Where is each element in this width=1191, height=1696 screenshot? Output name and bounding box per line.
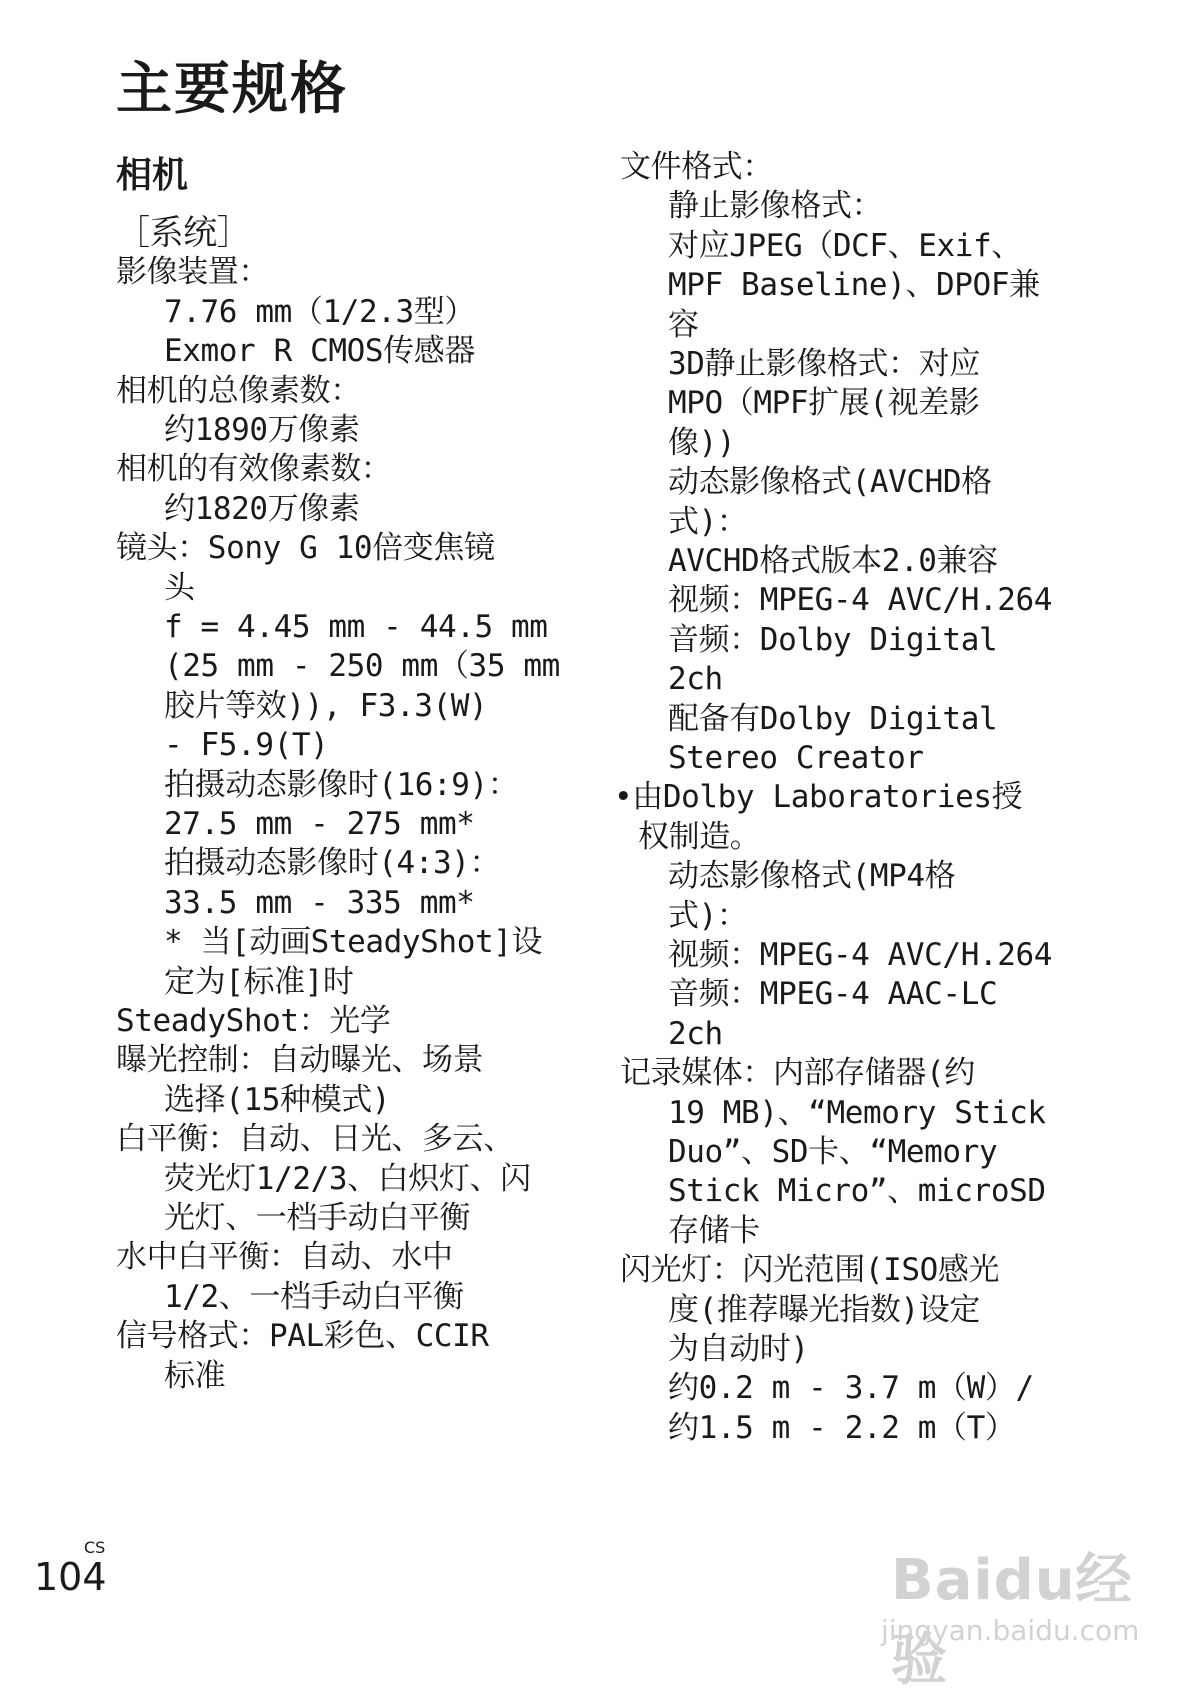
spec-line: 拍摄动态影像时(4:3)： (164, 845, 501, 882)
page-language-code: CS (84, 1538, 106, 1557)
spec-line: 对应JPEG（DCF、Exif、 (668, 227, 1022, 264)
spec-line: f = 4.45 mm - 44.5 mm (164, 609, 548, 645)
spec-line: 约1.5 m - 2.2 m（T） (668, 1409, 1016, 1446)
spec-line: 选择(15种模式) (164, 1081, 391, 1118)
watermark (881, 1536, 1181, 1693)
spec-line: 约0.2 m - 3.7 m（W）/ (668, 1370, 1034, 1407)
spec-line: 式)： (668, 503, 748, 540)
spec-line: 定为[标准]时 (164, 963, 354, 1000)
spec-line: 配备有Dolby Digital (668, 700, 998, 737)
spec-line: 相机的有效像素数： (116, 451, 392, 488)
watermark-url: jingyan.baidu.com (881, 1614, 1140, 1647)
spec-line: 水中白平衡：自动、水中 (116, 1239, 453, 1276)
spec-line: SteadyShot：光学 (116, 1003, 391, 1039)
spec-line: - F5.9(T) (164, 727, 329, 764)
spec-line: 27.5 mm - 275 mm* (164, 806, 475, 842)
spec-line: 7.76 mm（1/2.3型） (164, 293, 475, 330)
spec-line: 胶片等效)), F3.3(W) (164, 687, 488, 724)
spec-line: 头 (164, 569, 195, 606)
spec-line: Stick Micro”、microSD (668, 1173, 1046, 1210)
spec-line: (25 mm - 250 mm（35 mm (164, 648, 560, 685)
spec-line: 白平衡：自动、日光、多云、 (116, 1121, 514, 1158)
spec-line: ［系统］ (116, 213, 251, 253)
spec-line: 文件格式： (620, 149, 773, 185)
spec-line: 2ch (668, 661, 723, 698)
spec-line: 荧光灯1/2/3、白炽灯、闪 (164, 1160, 531, 1197)
spec-line: 19 MB)、“Memory Stick (668, 1094, 1046, 1131)
spec-line: •由Dolby Laboratories授 (614, 779, 1023, 816)
spec-line: 2ch (668, 1015, 723, 1052)
spec-line: 约1890万像素 (164, 412, 360, 448)
spec-line: 视频：MPEG-4 AVC/H.264 (668, 937, 1053, 973)
spec-line: 光灯、一档手动白平衡 (164, 1200, 470, 1236)
page-number: 104 (34, 1555, 107, 1599)
spec-line: 闪光灯：闪光范围(ISO感光 (620, 1252, 1000, 1289)
spec-line: Stereo Creator (668, 740, 924, 776)
spec-line: 相机的总像素数： (116, 372, 361, 409)
spec-line: Exmor R CMOS传感器 (164, 333, 475, 370)
spec-line: 音频：MPEG-4 AAC-LC (668, 976, 998, 1013)
spec-line: Duo”、SD卡、“Memory (668, 1134, 998, 1170)
spec-line: 静止影像格式： (668, 188, 883, 225)
spec-line: 动态影像格式(MP4格 (668, 858, 956, 895)
spec-line: 度(推荐曝光指数)设定 (668, 1291, 980, 1328)
spec-line: 为自动时) (668, 1331, 809, 1367)
spec-line: MPO（MPF扩展(视差影 (668, 385, 980, 422)
section-title: 相机 (116, 155, 189, 196)
spec-line: 标准 (164, 1357, 226, 1394)
spec-line: 存储卡 (668, 1212, 760, 1249)
spec-line: 动态影像格式(AVCHD格 (668, 464, 992, 501)
watermark-logo: Baidu经验 (891, 1548, 1133, 1693)
spec-line: 约1820万像素 (164, 490, 360, 527)
spec-line: 33.5 mm - 335 mm* (164, 884, 475, 921)
spec-line: 视频：MPEG-4 AVC/H.264 (668, 582, 1053, 619)
spec-line: * 当[动画SteadyShot]设 (164, 924, 543, 961)
spec-line: 式)： (668, 897, 748, 934)
spec-line: 影像装置： (116, 254, 269, 291)
spec-line: 信号格式：PAL彩色、CCIR (116, 1318, 489, 1355)
spec-line: MPF Baseline)、DPOF兼 (668, 267, 1040, 304)
spec-line: 容 (668, 306, 699, 343)
spec-line: 音频：Dolby Digital (668, 621, 998, 658)
spec-line: 曝光控制：自动曝光、场景 (116, 1042, 484, 1079)
spec-line: 拍摄动态影像时(16:9)： (164, 766, 519, 803)
spec-line: 权制造。 (638, 818, 761, 855)
page-title: 主要规格 (116, 57, 348, 122)
spec-line: 1/2、一档手动白平衡 (164, 1278, 464, 1315)
spec-line: 记录媒体：内部存储器(约 (620, 1055, 975, 1092)
spec-line: AVCHD格式版本2.0兼容 (668, 543, 998, 579)
spec-line: 3D静止影像格式：对应 (668, 346, 980, 382)
spec-line: 像)) (668, 424, 736, 461)
spec-line: 镜头：Sony G 10倍变焦镜 (116, 530, 495, 567)
